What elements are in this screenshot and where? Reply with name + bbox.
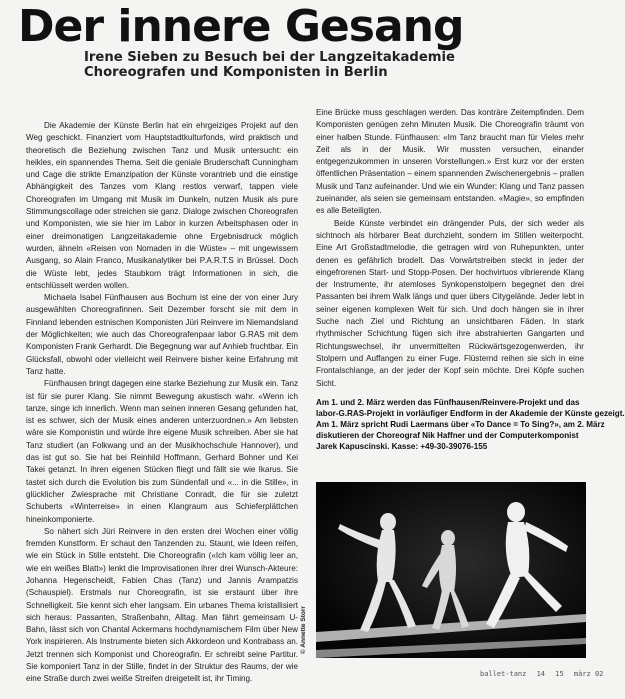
paragraph: Eine Brücke muss geschlagen werden. Das konträre Zeitempfinden. Dem Komponisten genügen zehn Minuten Musik. Die Choreografin träumt von einer halben Stunde. Fünfhausen: «Im Tanz braucht man für Vieles mehr Zeit als in der Musik. Wir mussten versuchen, einander entgegenzukommen in unseren Vorstellungen.» Erst kurz vor der ersten öffentlichen Präsentation – einem spannenden Zwischenergebnis – prallen Musik und Tanz aufeinander. Und wie ein Wunder: Klang und Tanz passen zueinander, als seien sie gemeinsam entstanden. «Magie», so empfinden es alle Beteiligten. (316, 108, 584, 216)
paragraph: Michaela Isabel Fünfhausen aus Bochum ist eine der von einer Jury ausgewählten Choreografinnen. Seit Dezember forscht sie mit dem in Finnland lebenden estnischen Komponisten Jüri Reinvere im Niemandsland der Möglichkeiten; wie auch das Choreografenpaar labor G.RAS mit dem Komponisten Frank Gerhardt. Die Begegnung war auf Anhieb fruchtbar. Ein Glücksfall, obwohl oder vielleicht weil Reinvere bisher keine Erfahrung mit Tanz hatte. (26, 293, 298, 376)
event-info-box (316, 397, 625, 452)
info-line: labor-G.RAS-Projekt in vorläufiger Endform in der Akademie der Künste gezeigt. (316, 409, 625, 418)
article-title: Der innere Gesang (18, 1, 464, 52)
photo-credit: © Annette Storr (300, 606, 307, 654)
info-line: diskutieren der Choreograf Nik Haffner und der Computerkomponist (316, 431, 579, 440)
paragraph: Fünfhausen bringt dagegen eine starke Beziehung zur Musik ein. Tanz ist für sie purer Klang. Sie nimmt Bewegung akustisch wahr. «Wenn ich tanze, singe ich innerlich. Wenn man seinen inneren Gesang gefunden hat, ist es schwer, sich der Musik eines anderen unterzuordnen.» Am liebsten wäre sie Komponistin und würde ihre eigene Musik schreiben. Aber sie hat Tanz studiert (an Folkwang und an der Musikhochschule Hannover), und das ist gut so. Sie hat bei Reinhild Hoffmann, Gerhard Bohner und Kei Takei getanzt. In ihren eigenen Stücken fliegt und fällt sie wie Ikarus. Sie tastet sich durch die Evolution bis zum Sündenfall und «... in die Stille», in glücklicher Zwiesprache mit Christiane Conradt, die für sie zuletzt Schuberts «Winterreise» in einen Klangraum aus Schieferplättchen hineinkomponierte. (26, 379, 298, 524)
left-text-column (26, 120, 298, 686)
dancers-photo (316, 482, 586, 658)
dancers-illustration (316, 482, 586, 658)
issue-date: märz 02 (573, 670, 604, 678)
page-number-right: 15 (555, 670, 564, 678)
info-line: Jarek Kapuscinski. Kasse: +49-30-39076-155 (316, 442, 488, 451)
paragraph: So nähert sich Jüri Reinvere in den ersten drei Wochen einer völlig fremden Kunstform. Er schaut den Tanzenden zu. Staunt, wie Ideen reifen, wie ein Stück in Stille entsteht. Die Choreografin («Ich kam völlig leer an, wie ein weißes Blatt») lenkt die Improvisationen ihrer drei Wunsch-Akteure: Johanna Hegenscheidt, Fabien Chas (Tanz) und Jannis Arampatzis (Schauspiel). Erstmals nur Choreografin, ist sie erstaunt über ihre Schnelligkeit. Sie kennt sich eher langsam. Ein urbanes Thema kristallisiert sich heraus: Passanten, Straßenbahn, Alltag. Man fährt gemeinsam U-Bahn, lässt sich von Chantal Ackermans hochdynamischem Film über New York inspirieren. Als Instrumente bieten sich Akkordeon und Kontrabass an. Jetzt trennen sich Komponist und Choreografin. Er schreibt seine Partitur. Sie komponiert Tanz in der Stille, findet in der Struktur des Raums, der wie eine Straße durch zwei weiße Streifen dreigeteilt ist, ihr Timing. (26, 526, 298, 684)
article-subtitle: Irene Sieben zu Besuch bei der Langzeitakademie Choreografen und Komponisten in Berlin (84, 50, 455, 80)
page-number-left: 14 (536, 670, 546, 678)
info-line: Am 1. März spricht Rudi Laermans über «To Dance = To Sing?», am 2. März (316, 420, 605, 429)
paragraph: Die Akademie der Künste Berlin hat ein ehrgeiziges Projekt auf den Weg geschickt. Finanziert vom Hauptstadtkulturfonds, wird praktisch und theoretisch die Beziehung zwischen Tanz und Musik untersucht: ein heikles, ein spannendes Thema. Seit die geniale Bruderschaft Cunningham und Cage die strikte Emanzipation der Künste vorantrieb und die einstige Abhängigkeit des Tanzes vom Klang restlos verwarf, tappen viele Choreografen im Umgang mit Musik im Dunkeln, nutzen Musik als pure Stimmungscollage oder streichen sie ganz. Dialoge zwischen Choreografen und Komponisten, wie sie hier im Labor in kurzen Arbeitsphasen oder in einer dreimonatigen Langzeitakademie ohne Ergebnisdruck möglich wurden, ähneln «Reisen von Nomaden in die Wüste» – mit ungewissem Ausgang, so Alain Franco, Musikanalytiker bei P.A.R.T.S in Brüssel. Doch die Wüste lebt, jedes Staubkorn trägt Informationen in sich, die entschlüsselt werden wollen. (26, 121, 298, 290)
page-footer (480, 670, 609, 678)
right-text-column (316, 107, 584, 390)
paragraph: Beide Künste verbindet ein drängender Puls, der sich weder als sichtnoch als hörbarer Beat durchzieht, sondern im Stillen weiterpocht. Eine Art Großstadtmelodie, die getragen wird von Ruhepunkten, unter denen es gefährlich brodelt. Das Vorwärtstreiben steckt in jeder der eingefrorenen Start- und Stopp-Posen. Der hochvirtuos vibrierende Klang der Instrumente, ihr atemloses Synkopenstolpern begegnet den drei Passanten bei ihrem Walk längs und quer übers Citygelände. Jeder lebt in seiner eigenen komplexen Welt für sich. Und doch hängen sie in ihrer Suche nach Ziel und Richtung an unsichtbaren Fäden. In stark rhythmischer Schichtung fügen sich ihre abstrahierten Gangarten und Richtungswechsel, ihr unvermittelten Rückwärtsgezogenwerden, ihr Stolpern und Auffangen zu einer Fuge. Flüsternd reihen sie sich in eine Frontalschlange, an der jeder der Kopf sein möchte. Drei Köpfe suchen Sicht. (316, 218, 584, 388)
magazine-name: ballet-tanz (480, 670, 527, 678)
info-line: Am 1. und 2. März werden das Fünfhausen/Reinvere-Projekt und das (316, 398, 580, 407)
